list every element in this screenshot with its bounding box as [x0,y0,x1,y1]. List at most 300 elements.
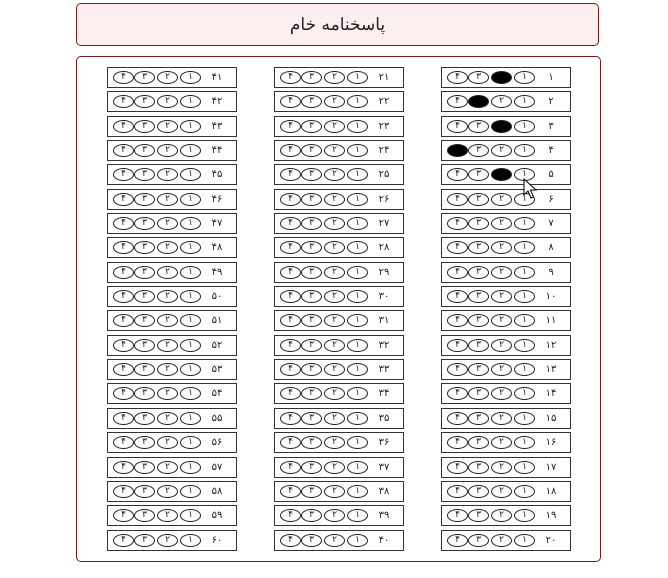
answer-bubble-1[interactable]: ۱ [180,290,201,303]
answer-bubble-2[interactable]: ۲ [157,266,178,279]
answer-bubble-2[interactable]: ۲ [491,339,512,352]
answer-bubble-1[interactable]: ۱ [180,461,201,474]
answer-bubble-2[interactable]: ۲ [491,363,512,376]
answer-bubble-4[interactable]: ۴ [280,412,301,425]
answer-bubble-1[interactable]: ۱ [514,71,535,84]
question-row [274,383,404,404]
answer-bubble-4[interactable]: ۴ [113,290,134,303]
question-row [441,237,571,258]
answer-bubble-3[interactable]: ۳ [468,193,489,206]
answer-bubble-1[interactable]: ۱ [347,509,368,522]
answer-bubble-4[interactable]: ۴ [447,436,468,449]
answer-bubble-3[interactable]: ۳ [301,71,322,84]
answer-bubble-4[interactable]: ۴ [447,509,468,522]
answer-bubble-3[interactable]: ۳ [134,387,155,400]
answer-bubble-4[interactable]: ۴ [113,339,134,352]
answer-bubble-1[interactable]: ۱ [514,168,535,181]
question-column [107,67,237,554]
answer-bubble-1[interactable]: ۱ [347,120,368,133]
answer-bubble-4[interactable]: ۴ [113,95,134,108]
answer-bubble-4[interactable]: ۴ [113,71,134,84]
answer-bubble-1[interactable]: ۱ [514,387,535,400]
answer-bubble-4[interactable]: ۴ [447,485,468,498]
answer-bubble-2[interactable]: ۲ [491,241,512,254]
answer-bubble-3[interactable]: ۳ [468,461,489,474]
answer-bubble-1[interactable]: ۱ [347,241,368,254]
answer-bubble-4[interactable]: ۴ [280,363,301,376]
answer-bubble-1[interactable]: ۱ [180,387,201,400]
answer-bubble-2[interactable]: ۲ [157,144,178,157]
answer-bubble-3[interactable]: ۳ [468,241,489,254]
answer-bubble-3[interactable]: ۳ [301,339,322,352]
answer-bubble-2[interactable]: ۲ [157,339,178,352]
answer-bubble-1[interactable]: ۱ [514,290,535,303]
question-number: ۳۲ [378,339,390,351]
answer-bubble-1[interactable]: ۱ [347,314,368,327]
answer-bubble-4[interactable]: ۴ [447,290,468,303]
answer-bubble-3[interactable]: ۳ [468,290,489,303]
answer-bubble-3[interactable]: ۳ [301,461,322,474]
answer-bubble-4[interactable]: ۴ [113,436,134,449]
answer-bubble-2[interactable]: ۲ [324,436,345,449]
question-number: ۵۳ [211,364,223,376]
answer-bubble-3[interactable]: ۳ [134,193,155,206]
answer-bubble-1[interactable]: ۱ [180,95,201,108]
answer-bubble-4[interactable]: ۴ [113,193,134,206]
question-row [274,530,404,551]
answer-bubble-3[interactable]: ۳ [134,461,155,474]
question-row [107,335,237,356]
answer-bubble-2[interactable]: ۲ [491,95,512,108]
answer-bubble-3[interactable]: ۳ [134,266,155,279]
answer-bubble-3[interactable]: ۳ [468,363,489,376]
mouse-pointer-icon [523,178,537,200]
answer-bubble-4[interactable]: ۴ [113,461,134,474]
answer-bubble-1[interactable]: ۱ [347,290,368,303]
question-row [441,164,571,185]
question-row [107,140,237,161]
answer-bubble-1[interactable]: ۱ [514,144,535,157]
question-row [274,286,404,307]
question-number: ۸ [548,242,554,254]
question-row [107,164,237,185]
answer-bubble-1[interactable]: ۱ [347,95,368,108]
question-row [441,432,571,453]
answer-bubble-3[interactable]: ۳ [301,241,322,254]
answer-bubble-4[interactable]: ۴ [113,266,134,279]
answer-bubble-2[interactable]: ۲ [324,412,345,425]
question-number: ۱۲ [545,339,557,351]
question-row [274,408,404,429]
answer-bubble-4[interactable]: ۴ [280,168,301,181]
question-row [441,213,571,234]
answer-bubble-2[interactable]: ۲ [157,485,178,498]
answer-bubble-3[interactable]: ۳ [301,290,322,303]
answer-bubble-1[interactable]: ۱ [514,241,535,254]
answer-bubble-4[interactable]: ۴ [280,71,301,84]
answer-bubble-2[interactable]: ۲ [491,314,512,327]
question-row [274,213,404,234]
answer-bubble-1[interactable]: ۱ [180,168,201,181]
page-title: پاسخنامه خام [289,14,386,35]
answer-bubble-1[interactable]: ۱ [180,193,201,206]
answer-bubble-2[interactable]: ۲ [491,534,512,547]
question-number: ۱۵ [545,412,557,424]
answer-bubble-1[interactable]: ۱ [180,363,201,376]
answer-bubble-1[interactable]: ۱ [347,436,368,449]
question-number: ۵۲ [211,339,223,351]
answer-bubble-2[interactable]: ۲ [157,217,178,230]
answer-bubble-4[interactable]: ۴ [447,144,468,157]
question-number: ۳۳ [378,364,390,376]
answer-bubble-2[interactable]: ۲ [491,509,512,522]
answer-bubble-1[interactable]: ۱ [180,241,201,254]
answer-bubble-3[interactable]: ۳ [468,266,489,279]
answer-bubble-1[interactable]: ۱ [347,461,368,474]
answer-bubble-1[interactable]: ۱ [514,412,535,425]
answer-bubble-2[interactable]: ۲ [491,144,512,157]
question-number: ۲ [548,96,554,108]
answer-bubble-1[interactable]: ۱ [180,436,201,449]
answer-bubble-2[interactable]: ۲ [491,485,512,498]
answer-bubble-4[interactable]: ۴ [447,71,468,84]
answer-bubble-3[interactable]: ۳ [301,217,322,230]
answer-bubble-1[interactable]: ۱ [347,412,368,425]
answer-bubble-1[interactable]: ۱ [514,534,535,547]
answer-bubble-2[interactable]: ۲ [491,461,512,474]
answer-bubble-4[interactable]: ۴ [280,266,301,279]
question-number: ۵۰ [211,291,223,303]
answer-bubble-1[interactable]: ۱ [514,266,535,279]
question-number: ۴۸ [211,242,223,254]
answer-bubble-4[interactable]: ۴ [280,436,301,449]
answer-bubble-4[interactable]: ۴ [280,339,301,352]
answer-bubble-2[interactable]: ۲ [491,387,512,400]
answer-bubble-4[interactable]: ۴ [280,509,301,522]
answer-bubble-3[interactable]: ۳ [468,120,489,133]
question-number: ۴۱ [211,72,223,83]
answer-bubble-2[interactable]: ۲ [324,509,345,522]
answer-bubble-2[interactable]: ۲ [157,534,178,547]
question-number: ۲۳ [378,120,390,132]
answer-bubble-1[interactable]: ۱ [514,363,535,376]
question-number: ۱ [548,72,554,83]
answer-bubble-3[interactable]: ۳ [301,363,322,376]
answer-bubble-3[interactable]: ۳ [134,290,155,303]
question-row [274,262,404,283]
answer-bubble-3[interactable]: ۳ [301,314,322,327]
question-row [107,310,237,331]
answer-bubble-2[interactable]: ۲ [324,266,345,279]
answer-bubble-3[interactable]: ۳ [134,436,155,449]
answer-bubble-1[interactable]: ۱ [347,193,368,206]
answer-bubble-1[interactable]: ۱ [514,217,535,230]
answer-bubble-1[interactable]: ۱ [514,461,535,474]
question-number: ۱۹ [545,510,557,522]
answer-bubble-3[interactable]: ۳ [134,339,155,352]
answer-bubble-2[interactable]: ۲ [324,534,345,547]
answer-bubble-4[interactable]: ۴ [113,485,134,498]
answer-bubble-1[interactable]: ۱ [347,339,368,352]
question-row [107,91,237,112]
answer-bubble-4[interactable]: ۴ [113,412,134,425]
answer-bubble-2[interactable]: ۲ [324,168,345,181]
answer-bubble-4[interactable]: ۴ [447,217,468,230]
answer-bubble-2[interactable]: ۲ [157,436,178,449]
answer-bubble-3[interactable]: ۳ [301,436,322,449]
answer-bubble-1[interactable]: ۱ [180,339,201,352]
answer-bubble-4[interactable]: ۴ [280,290,301,303]
answer-bubble-3[interactable]: ۳ [468,485,489,498]
answer-bubble-2[interactable]: ۲ [491,436,512,449]
answer-bubble-2[interactable]: ۲ [324,120,345,133]
answer-bubble-3[interactable]: ۳ [468,436,489,449]
answer-bubble-1[interactable]: ۱ [514,436,535,449]
answer-bubble-3[interactable]: ۳ [468,314,489,327]
answer-bubble-2[interactable]: ۲ [491,120,512,133]
question-row [107,505,237,526]
question-number: ۳۴ [378,388,390,400]
question-number: ۶۰ [211,534,223,546]
answer-bubble-2[interactable]: ۲ [324,193,345,206]
answer-bubble-2[interactable]: ۲ [157,241,178,254]
question-number: ۳۰ [378,291,390,303]
answer-bubble-3[interactable]: ۳ [468,387,489,400]
answer-bubble-1[interactable]: ۱ [514,120,535,133]
answer-bubble-2[interactable]: ۲ [324,339,345,352]
answer-bubble-3[interactable]: ۳ [468,509,489,522]
answer-bubble-1[interactable]: ۱ [180,485,201,498]
question-number: ۴۳ [211,120,223,132]
answer-bubble-4[interactable]: ۴ [447,339,468,352]
answer-bubble-4[interactable]: ۴ [280,387,301,400]
answer-bubble-1[interactable]: ۱ [514,509,535,522]
answer-bubble-3[interactable]: ۳ [134,168,155,181]
answer-bubble-1[interactable]: ۱ [514,339,535,352]
answer-bubble-2[interactable]: ۲ [157,461,178,474]
answer-bubble-1[interactable]: ۱ [180,314,201,327]
answer-bubble-3[interactable]: ۳ [301,168,322,181]
answer-bubble-1[interactable]: ۱ [347,144,368,157]
answer-bubble-4[interactable]: ۴ [447,534,468,547]
answer-bubble-4[interactable]: ۴ [447,193,468,206]
answer-bubble-2[interactable]: ۲ [491,290,512,303]
answer-bubble-4[interactable]: ۴ [113,144,134,157]
question-row [107,213,237,234]
answer-bubble-4[interactable]: ۴ [280,534,301,547]
answer-bubble-2[interactable]: ۲ [491,412,512,425]
question-row [441,408,571,429]
answer-bubble-3[interactable]: ۳ [468,217,489,230]
answer-bubble-2[interactable]: ۲ [157,509,178,522]
answer-bubble-2[interactable]: ۲ [157,168,178,181]
title-panel [76,3,599,46]
answer-bubble-2[interactable]: ۲ [491,217,512,230]
answer-bubble-4[interactable]: ۴ [280,217,301,230]
answer-bubble-3[interactable]: ۳ [134,241,155,254]
question-number: ۹ [548,266,554,278]
question-number: ۲۶ [378,193,390,205]
answer-bubble-1[interactable]: ۱ [347,363,368,376]
answer-bubble-4[interactable]: ۴ [280,95,301,108]
answer-bubble-2[interactable]: ۲ [157,387,178,400]
answer-bubble-1[interactable]: ۱ [180,120,201,133]
answer-bubble-4[interactable]: ۴ [447,461,468,474]
answer-bubble-4[interactable]: ۴ [447,387,468,400]
answer-bubble-4[interactable]: ۴ [113,387,134,400]
answer-bubble-3[interactable]: ۳ [301,412,322,425]
answer-sheet [76,56,601,562]
question-column [274,67,404,554]
answer-bubble-3[interactable]: ۳ [468,71,489,84]
answer-bubble-3[interactable]: ۳ [468,534,489,547]
answer-bubble-1[interactable]: ۱ [514,193,535,206]
answer-bubble-2[interactable]: ۲ [491,193,512,206]
answer-bubble-1[interactable]: ۱ [180,71,201,84]
answer-bubble-4[interactable]: ۴ [447,266,468,279]
question-number: ۴۰ [378,534,390,546]
answer-bubble-3[interactable]: ۳ [301,485,322,498]
answer-bubble-3[interactable]: ۳ [468,144,489,157]
answer-bubble-2[interactable]: ۲ [157,193,178,206]
answer-bubble-3[interactable]: ۳ [301,144,322,157]
answer-bubble-2[interactable]: ۲ [324,144,345,157]
answer-bubble-2[interactable]: ۲ [157,363,178,376]
answer-bubble-1[interactable]: ۱ [180,144,201,157]
question-number: ۲۸ [378,242,390,254]
answer-bubble-4[interactable]: ۴ [447,241,468,254]
question-row [441,189,571,210]
answer-bubble-4[interactable]: ۴ [447,314,468,327]
answer-bubble-1[interactable]: ۱ [180,534,201,547]
answer-bubble-4[interactable]: ۴ [113,534,134,547]
answer-bubble-4[interactable]: ۴ [447,363,468,376]
answer-bubble-4[interactable]: ۴ [113,363,134,376]
answer-bubble-1[interactable]: ۱ [180,217,201,230]
answer-bubble-2[interactable]: ۲ [157,120,178,133]
answer-bubble-3[interactable]: ۳ [301,387,322,400]
answer-bubble-4[interactable]: ۴ [280,485,301,498]
answer-bubble-4[interactable]: ۴ [280,120,301,133]
question-number: ۴۴ [211,145,223,157]
question-row [274,164,404,185]
answer-bubble-3[interactable]: ۳ [301,534,322,547]
answer-bubble-2[interactable]: ۲ [324,387,345,400]
answer-bubble-1[interactable]: ۱ [180,266,201,279]
answer-bubble-4[interactable]: ۴ [280,144,301,157]
answer-bubble-4[interactable]: ۴ [113,120,134,133]
answer-bubble-4[interactable]: ۴ [113,168,134,181]
answer-bubble-1[interactable]: ۱ [180,412,201,425]
answer-bubble-2[interactable]: ۲ [324,485,345,498]
answer-bubble-2[interactable]: ۲ [324,363,345,376]
answer-bubble-2[interactable]: ۲ [157,314,178,327]
answer-bubble-2[interactable]: ۲ [157,412,178,425]
answer-bubble-1[interactable]: ۱ [347,485,368,498]
answer-bubble-4[interactable]: ۴ [447,412,468,425]
answer-bubble-1[interactable]: ۱ [347,168,368,181]
answer-bubble-3[interactable]: ۳ [134,314,155,327]
answer-bubble-3[interactable]: ۳ [468,412,489,425]
question-number: ۳۸ [378,485,390,497]
answer-bubble-3[interactable]: ۳ [301,193,322,206]
answer-bubble-2[interactable]: ۲ [324,290,345,303]
answer-bubble-1[interactable]: ۱ [347,71,368,84]
question-number: ۱۰ [545,291,557,303]
answer-bubble-1[interactable]: ۱ [514,95,535,108]
answer-bubble-4[interactable]: ۴ [280,314,301,327]
answer-bubble-1[interactable]: ۱ [347,387,368,400]
answer-bubble-2[interactable]: ۲ [324,71,345,84]
answer-bubble-3[interactable]: ۳ [134,217,155,230]
answer-bubble-4[interactable]: ۴ [447,120,468,133]
question-row [107,262,237,283]
answer-bubble-3[interactable]: ۳ [301,120,322,133]
answer-bubble-3[interactable]: ۳ [134,485,155,498]
answer-bubble-4[interactable]: ۴ [280,193,301,206]
answer-bubble-4[interactable]: ۴ [113,241,134,254]
answer-bubble-1[interactable]: ۱ [347,534,368,547]
answer-bubble-2[interactable]: ۲ [491,71,512,84]
answer-bubble-3[interactable]: ۳ [468,339,489,352]
answer-bubble-3[interactable]: ۳ [468,168,489,181]
answer-bubble-3[interactable]: ۳ [134,71,155,84]
answer-bubble-3[interactable]: ۳ [134,95,155,108]
answer-bubble-1[interactable]: ۱ [347,266,368,279]
answer-bubble-3[interactable]: ۳ [134,412,155,425]
answer-bubble-4[interactable]: ۴ [113,314,134,327]
answer-bubble-3[interactable]: ۳ [301,95,322,108]
answer-bubble-3[interactable]: ۳ [301,266,322,279]
answer-bubble-1[interactable]: ۱ [180,509,201,522]
answer-bubble-3[interactable]: ۳ [134,509,155,522]
answer-bubble-3[interactable]: ۳ [134,120,155,133]
answer-bubble-2[interactable]: ۲ [324,461,345,474]
answer-bubble-3[interactable]: ۳ [134,534,155,547]
answer-bubble-2[interactable]: ۲ [324,95,345,108]
answer-bubble-4[interactable]: ۴ [113,217,134,230]
question-row [107,457,237,478]
question-number: ۴۲ [211,96,223,108]
question-row [107,481,237,502]
question-number: ۶ [548,193,554,205]
question-row [274,359,404,380]
answer-bubble-2[interactable]: ۲ [157,290,178,303]
answer-bubble-3[interactable]: ۳ [301,509,322,522]
answer-bubble-4[interactable]: ۴ [280,461,301,474]
question-row [274,457,404,478]
answer-bubble-2[interactable]: ۲ [157,71,178,84]
answer-bubble-1[interactable]: ۱ [514,485,535,498]
answer-bubble-1[interactable]: ۱ [347,217,368,230]
answer-bubble-2[interactable]: ۲ [157,95,178,108]
question-number: ۵۴ [211,388,223,400]
answer-bubble-2[interactable]: ۲ [324,217,345,230]
answer-bubble-4[interactable]: ۴ [447,168,468,181]
answer-bubble-2[interactable]: ۲ [324,314,345,327]
answer-bubble-2[interactable]: ۲ [491,168,512,181]
answer-bubble-3[interactable]: ۳ [468,95,489,108]
answer-bubble-2[interactable]: ۲ [324,241,345,254]
question-number: ۳ [548,120,554,132]
answer-bubble-4[interactable]: ۴ [113,509,134,522]
answer-bubble-1[interactable]: ۱ [514,314,535,327]
answer-bubble-4[interactable]: ۴ [447,95,468,108]
answer-bubble-2[interactable]: ۲ [491,266,512,279]
answer-bubble-3[interactable]: ۳ [134,144,155,157]
answer-bubble-3[interactable]: ۳ [134,363,155,376]
answer-bubble-4[interactable]: ۴ [280,241,301,254]
